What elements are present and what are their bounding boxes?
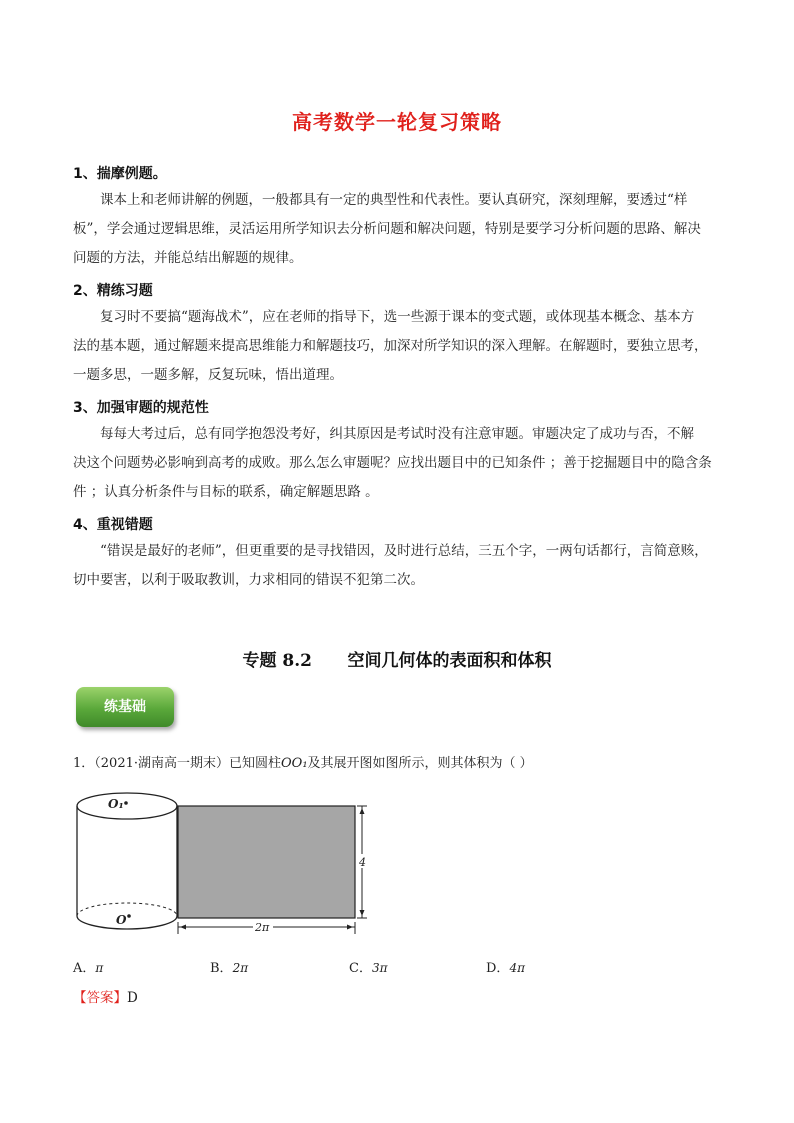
question-prefix: 1．（2021·湖南高一期末）已知圆柱 — [73, 756, 281, 771]
width-arrow-left — [180, 925, 186, 930]
cylinder-bottom-front — [77, 916, 177, 929]
top-center-dot — [124, 801, 128, 805]
section-3-heading: 3、加强审题的规范性 — [73, 400, 209, 416]
question-symbol: OO₁ — [281, 756, 308, 771]
section-1-heading: 1、揣摩例题。 — [73, 166, 167, 182]
section-2-body — [73, 303, 733, 390]
bottom-center-dot — [127, 914, 131, 918]
unrolled-rectangle — [178, 806, 355, 918]
topic-title: 专题 8.2 空间几何体的表面积和体积 — [242, 651, 552, 671]
top-label: O₁ — [108, 797, 124, 811]
cylinder-top-ellipse — [77, 793, 177, 819]
option-b-letter: B． — [210, 961, 233, 976]
option-d[interactable] — [486, 957, 525, 976]
question-suffix: 及其展开图如图所示，则其体积为（ ） — [307, 756, 533, 771]
width-label: 2π — [255, 921, 270, 934]
answer-tag: 【答案】 — [73, 990, 127, 1006]
section-3-body — [73, 420, 733, 507]
main-title: 高考数学一轮复习策略 — [292, 110, 502, 134]
section-2-heading: 2、精练习题 — [73, 283, 153, 299]
option-a-letter: A． — [73, 961, 96, 976]
section-4-line-2: 切中要害，以利于吸取教训，力求相同的错误不犯第二次。 — [73, 572, 424, 588]
section-1-line-1: 课本上和老师讲解的例题，一般都具有一定的典型性和代表性。要认真研究，深刻理解，要透过“样 — [100, 192, 688, 208]
practice-basics-button[interactable]: 练基础 — [76, 687, 174, 727]
width-arrow-right — [347, 925, 353, 930]
section-3-line-1: 每每大考过后，总有同学抱怨没考好，纠其原因是考试时没有注意审题。审题决定了成功与否，不解 — [100, 426, 694, 442]
option-d-value: 4π — [509, 961, 525, 975]
section-2-line-2: 法的基本题，通过解题来提高思维能力和解题技巧，加深对所学知识的深入理解。在解题时，要独立思考， — [73, 338, 708, 354]
option-a-value: π — [95, 961, 104, 975]
cylinder-bottom-back — [77, 903, 177, 916]
cylinder-figure — [70, 786, 380, 950]
section-4-line-1: “错误是最好的老师”，但更重要的是寻找错因，及时进行总结，三五个字，一两句话都行，言简意赅， — [100, 543, 708, 559]
option-b[interactable] — [210, 957, 248, 976]
option-c-letter: C． — [349, 961, 372, 976]
height-arrow-down — [360, 910, 365, 916]
answer-value: D — [127, 990, 138, 1006]
bottom-label: O — [116, 913, 127, 927]
option-c-value: 3π — [371, 961, 388, 975]
question-1 — [73, 752, 533, 771]
cylinder-net-diagram — [70, 786, 380, 946]
section-3-line-3: 件 ；认真分析条件与目标的联系，确定解题思路 。 — [73, 484, 379, 500]
answer-line — [73, 986, 138, 1006]
section-2-line-3: 一题多思，一题多解，反复玩味，悟出道理。 — [73, 367, 343, 383]
option-b-value: 2π — [232, 961, 249, 975]
option-a[interactable] — [73, 957, 103, 976]
section-1-line-3: 问题的方法，并能总结出解题的规律。 — [73, 250, 303, 266]
option-d-letter: D． — [486, 961, 510, 976]
option-c[interactable] — [349, 957, 387, 976]
section-1-line-2: 板”，学会通过逻辑思维，灵活运用所学知识去分析问题和解决问题，特别是要学习分析问题的思路、解决 — [73, 221, 701, 237]
section-3-line-2: 决这个问题势必影响到高考的成败。那么怎么审题呢？应找出题目中的已知条件 ；善于挖掘题目中的隐含条 — [73, 455, 712, 471]
section-1-body — [73, 186, 733, 273]
section-4-body — [73, 537, 733, 595]
section-4-heading: 4、重视错题 — [73, 517, 153, 533]
height-label: 4 — [359, 856, 366, 869]
section-2-line-1: 复习时不要搞“题海战术”，应在老师的指导下，选一些源于课本的变式题，或体现基本概念、基本方 — [100, 309, 695, 325]
height-arrow-up — [360, 808, 365, 814]
